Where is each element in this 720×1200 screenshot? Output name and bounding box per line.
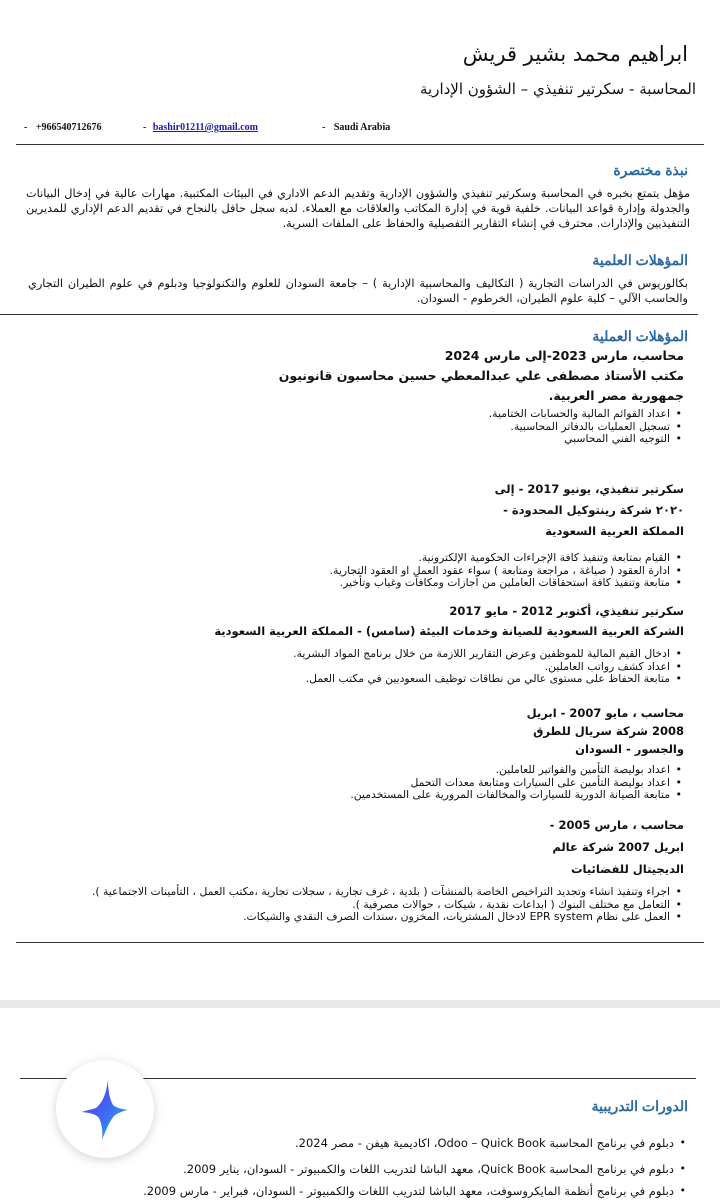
job2-country: المملكة العربية السعودية [545, 524, 684, 538]
summary-text: مؤهل يتمتع بخبره في المحاسبة وسكرتير تنفيذي والشؤون الإدارية وتقديم الدعم الاداري في البيئات المكتبية. مهارات عالية في إدخال البيانات والجدولة وإدارة قواعد البيانات. خلفية قوية في إدارة المكاتب والعلاقات مع العملاء. لديه سجل حافل بالنجاح في تقديم الدعم الإداري للمديرين التنفيذيين والإدارات. محترف في إنشاء التقارير التفصيلية والحفاظ على الملفات السرية. [26, 187, 690, 230]
experience-divider [16, 942, 704, 943]
list-item: • اعداد كشف رواتب العاملين. [220, 661, 670, 674]
experience-heading: المؤهلات العملية [592, 328, 688, 344]
job2-company: ٢٠٢٠ شركة رينتوكيل المحدودة - [503, 503, 684, 517]
phone-contact: - +966540712676 [24, 122, 102, 133]
email-contact: - bashir01211@gmail.com [143, 122, 258, 133]
list-item: • التوجيه الفني المحاسبي [250, 433, 670, 446]
email-link[interactable]: bashir01211@gmail.com [152, 122, 258, 133]
list-item: • اعداد بوليصة التأمين على السيارات ومتابعة معدات التحمل [270, 777, 670, 790]
education-heading: المؤهلات العلمية [592, 252, 688, 268]
list-item: • اعداد بوليصة التأمين والفواتير للعاملين. [270, 764, 670, 777]
job1-duties [250, 408, 684, 446]
job1-country: جمهورية مصر العربية. [548, 388, 684, 403]
sparkle-logo-icon [56, 1060, 154, 1158]
location-text: Saudi Arabia [333, 122, 391, 133]
job1-title: محاسب، مارس 2023-إلى مارس 2024 [444, 348, 684, 363]
job4-company: 2008 شركة سريال للطرق [533, 724, 684, 738]
list-item: • القيام بمتابعة وتنفيذ كافة الإجراءات الحكومية الإلكترونية. [230, 552, 670, 565]
summary-heading: نبذة مختصرة [613, 162, 688, 178]
job5-country: الديجيتال للفضائيات [570, 862, 684, 876]
list-item: • العمل على نظام EPR system لادخال المشتريات، المخزون ،سندات الصرف النقدي والشيكات. [20, 911, 670, 924]
candidate-title: المحاسبة - سكرتير تنفيذي – الشؤون الإدارية [419, 80, 696, 98]
list-item: • متابعة الحفاظ على مستوى عالي من نطاقات توظيف السعوديين في مكتب العمل. [220, 673, 670, 686]
job2-duties [230, 552, 684, 590]
job1-company: مكتب الأستاذ مصطفى علي عبدالمعطي حسين محاسبون قانونيون [278, 368, 684, 383]
list-item: • ادارة العقود ( صياغة ، مراجعة ومتابعة ) سواء عقود العمل او العقود التجارية. [230, 565, 670, 578]
job3-duties [220, 648, 684, 686]
list-item: • دبلوم في برنامج أنظمة المايكروسوفت، معهد الباشا لتدريب اللغات والكمبيوتر - السودان، فبراير - مارس 2009. [114, 1182, 674, 1200]
app-logo-badge [56, 1060, 154, 1158]
list-item: • دبلوم في برنامج المحاسبة Odoo – Quick Book، اكاديمية هيفن - مصر 2024. [114, 1130, 674, 1156]
list-item: • اجراء وتنفيذ انشاء وتجديد التراخيص الخاصة بالمنشآت ( بلدية ، غرف تجارية ، سجلات تجارية ،مكتب العمل ، التأمينات الاجتماعية ). [20, 886, 670, 899]
header-divider [16, 144, 704, 145]
education-text: بكالوريوس في الدراسات التجارية ( التكاليف والمحاسبية الإدارية ) – جامعة السودان للعلوم والتكنولوجيا ودبلوم في علوم الطيران التجاري والحاسب الآلي – كلية علوم الطيران، الخرطوم - السودان. [28, 277, 688, 305]
courses-heading: الدورات التدريبية [591, 1098, 688, 1114]
job4-country: والجسور - السودان [575, 742, 684, 756]
candidate-name: ابراهيم محمد بشير قريش [462, 42, 688, 66]
list-item: • التعامل مع مختلف البنوك ( ابداعات نقدية ، شيكات ، حوالات مصرفية ). [20, 899, 670, 912]
page-separator [0, 1000, 720, 1008]
job4-title: محاسب ، مايو 2007 - ابريل [526, 706, 684, 720]
job5-duties [20, 886, 684, 924]
education-divider [0, 314, 698, 315]
job5-title: محاسب ، مارس 2005 - [549, 818, 684, 832]
list-item: • اعداد القوائم المالية والحسابات الختامية. [250, 408, 670, 421]
list-item: • دبلوم في برنامج المحاسبة Quick Book، معهد الباشا لتدريب اللغات والكمبيوتر - السودان، يناير 2009. [114, 1156, 674, 1182]
list-item: • ادخال القيم المالية للموظفين وعرض التقارير اللازمة من خلال برنامج المواد البشرية. [220, 648, 670, 661]
courses-list [114, 1130, 688, 1200]
list-item: • متابعة الصيانة الدورية للسيارات والمخالفات المرورية على المستخدمين. [270, 789, 670, 802]
job5-company: ابريل 2007 شركة عالم [552, 840, 684, 854]
phone-number: +966540712676 [35, 122, 102, 133]
job2-title: سكرتير تنفيذي، يونيو 2017 - إلى [494, 482, 684, 496]
job4-duties [270, 764, 684, 802]
job3-company: الشركة العربية السعودية للصيانة وخدمات البيئة (سامس) - المملكة العربية السعودية [214, 624, 684, 638]
location-contact: - Saudi Arabia [322, 122, 391, 133]
job3-title: سكرتير تنفيذي، أكتوبر 2012 - مايو 2017 [449, 604, 684, 618]
list-item: • تسجيل العمليات بالدفاتر المحاسبية. [250, 421, 670, 434]
list-item: • متابعة وتنفيذ كافة استحقاقات العاملين من اجازات ومكافآت وغياب وتأخير. [230, 577, 670, 590]
